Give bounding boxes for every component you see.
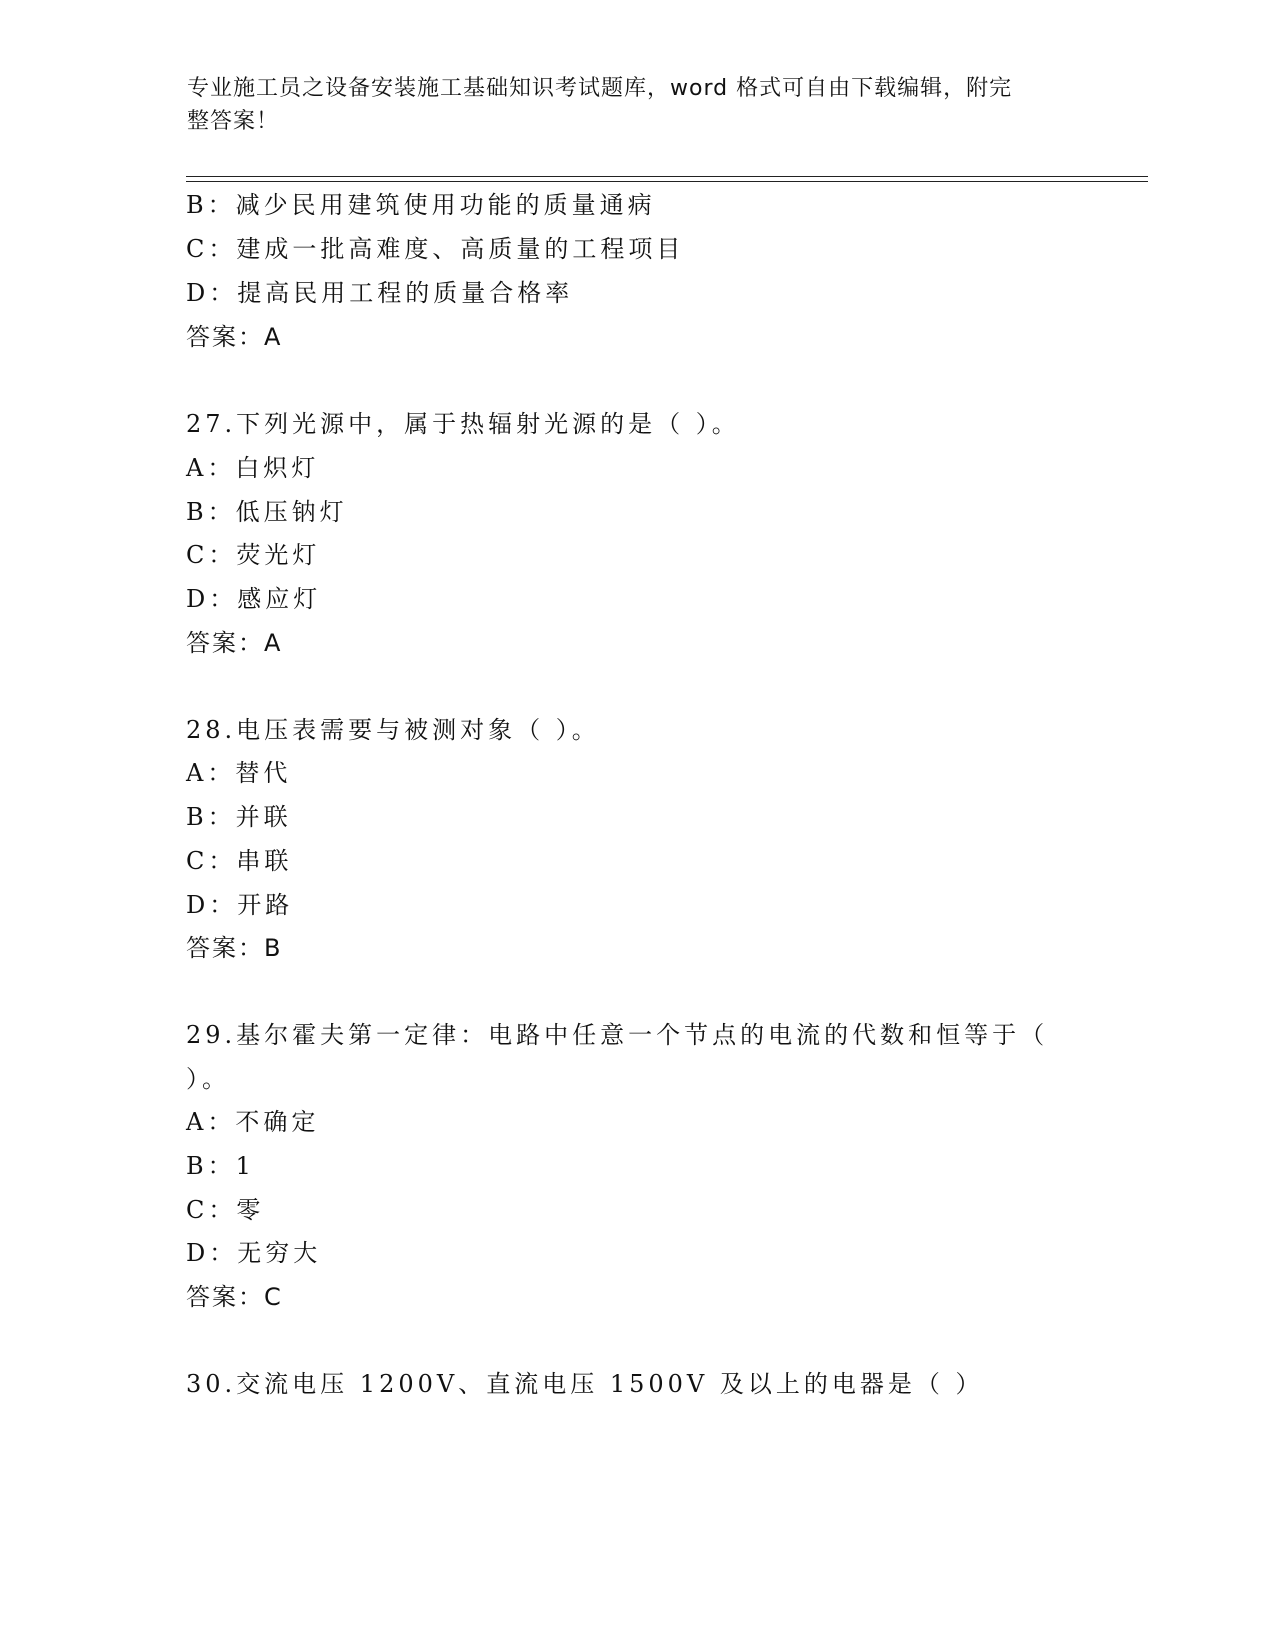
option-d: D：开路 bbox=[186, 891, 294, 919]
question-29: 29.基尔霍夫第一定律：电路中任意一个节点的电流的代数和恒等于（ bbox=[186, 1021, 1049, 1049]
question-27: 27.下列光源中，属于热辐射光源的是（ ）。 bbox=[186, 410, 740, 438]
header-line-2: 整答案！ bbox=[187, 109, 280, 134]
question-28: 28.电压表需要与被测对象（ ）。 bbox=[186, 716, 600, 744]
question-29-continued: ）。 bbox=[186, 1065, 230, 1093]
option-b: B：减少民用建筑使用功能的质量通病 bbox=[186, 191, 656, 219]
answer: 答案：B bbox=[186, 934, 283, 962]
option-b: B：低压钠灯 bbox=[186, 498, 348, 526]
option-a: A：白炽灯 bbox=[186, 454, 320, 482]
option-c: C：荧光灯 bbox=[186, 541, 321, 569]
option-a: A：替代 bbox=[186, 759, 292, 787]
answer: 答案：A bbox=[186, 629, 283, 657]
header-line-1: 专业施工员之设备安装施工基础知识考试题库，word 格式可自由下载编辑，附完 bbox=[187, 76, 1013, 101]
header-divider-bottom bbox=[186, 181, 1148, 182]
answer: 答案：A bbox=[186, 323, 283, 351]
document-header bbox=[187, 72, 1067, 138]
question-30: 30.交流电压 1200V、直流电压 1500V 及以上的电器是（ ） bbox=[186, 1370, 984, 1398]
option-c: C：零 bbox=[186, 1196, 265, 1224]
option-b: B：并联 bbox=[186, 803, 292, 831]
option-d: D：提高民用工程的质量合格率 bbox=[186, 279, 574, 307]
answer: 答案：C bbox=[186, 1283, 283, 1311]
option-c: C：建成一批高难度、高质量的工程项目 bbox=[186, 235, 685, 263]
option-d: D：感应灯 bbox=[186, 585, 322, 613]
option-a: A：不确定 bbox=[186, 1108, 320, 1136]
option-d: D：无穷大 bbox=[186, 1239, 322, 1267]
option-c: C：串联 bbox=[186, 847, 293, 875]
option-b: B：1 bbox=[186, 1152, 255, 1180]
header-divider-top bbox=[186, 176, 1148, 177]
